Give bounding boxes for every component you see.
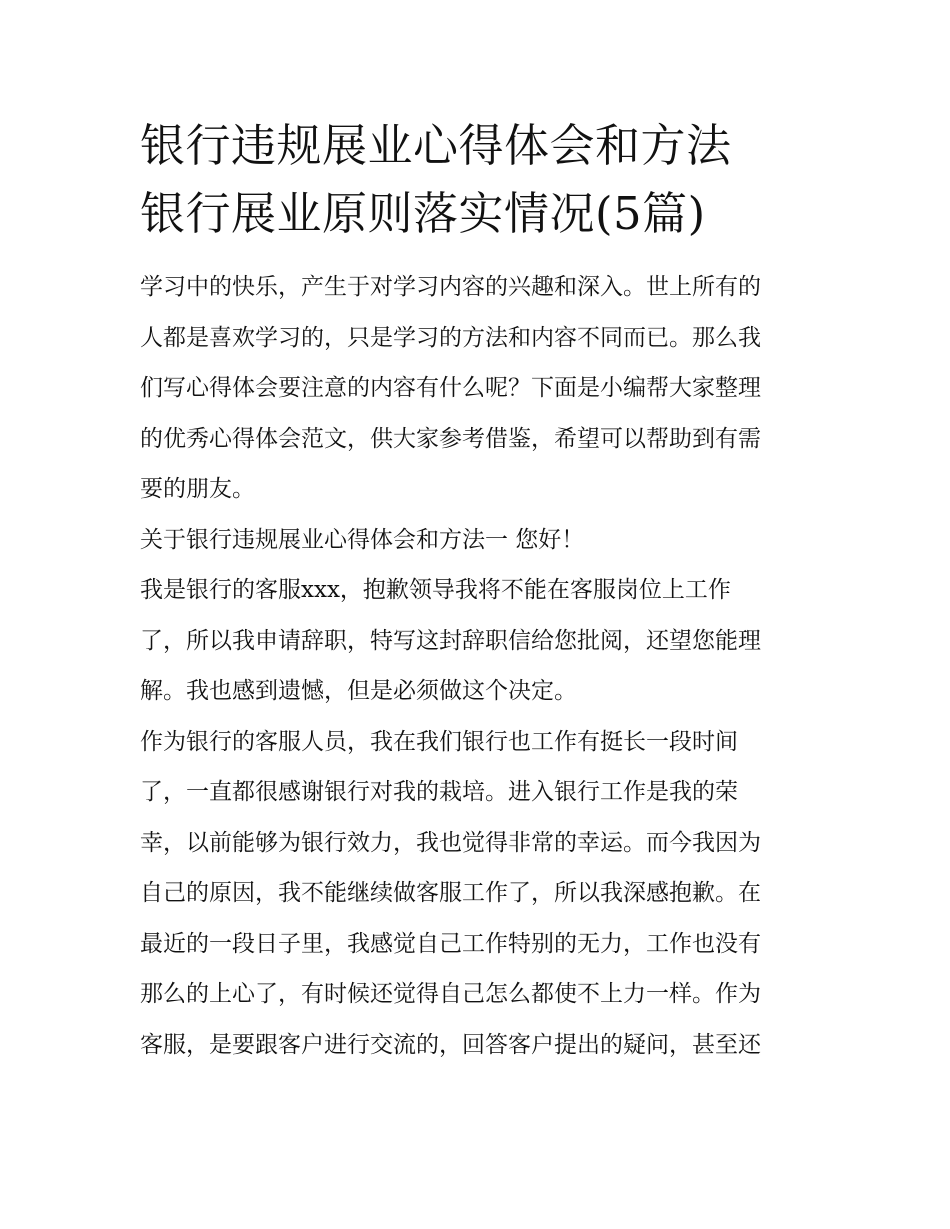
body-line: 的优秀心得体会范文，供大家参考借鉴，希望可以帮助到有需: [140, 425, 761, 452]
title-line: 银行违规展业心得体会和方法: [140, 119, 732, 172]
body-line: 客服，是要跟客户进行交流的，回答客户提出的疑问，甚至还: [140, 1031, 761, 1058]
body-line: 们写心得体会要注意的内容有什么呢？下面是小编帮大家整理: [140, 375, 761, 401]
body-line: 作为银行的客服人员，我在我们银行也工作有挺长一段时间: [140, 728, 738, 755]
title-line: 银行展业原则落实情况(5篇): [140, 187, 706, 240]
body-line: 了，所以我申请辞职，特写这封辞职信给您批阅，还望您能理: [140, 627, 761, 654]
body-line: 关于银行违规展业心得体会和方法一 您好！: [140, 526, 585, 553]
document-content: [140, 112, 812, 1070]
body-line: 人都是喜欢学习的，只是学习的方法和内容不同而已。那么我: [140, 324, 761, 351]
body-line: 我是银行的客服xxx，抱歉领导我将不能在客服岗位上工作: [140, 577, 731, 603]
document-title: [140, 112, 812, 248]
body-line: 学习中的快乐，产生于对学习内容的兴趣和深入。世上所有的: [140, 274, 761, 300]
body-line: 那么的上心了，有时候还觉得自己怎么都使不上力一样。作为: [140, 981, 761, 1007]
document-body: [140, 262, 812, 1070]
body-line: 了，一直都很感谢银行对我的栽培。进入银行工作是我的荣: [140, 779, 738, 805]
body-line: 要的朋友。: [140, 476, 255, 502]
body-line: 自己的原因，我不能继续做客服工作了，所以我深感抱歉。在: [140, 880, 761, 906]
body-line: 解。我也感到遗憾，但是必须做这个决定。: [140, 678, 577, 704]
body-line: 幸，以前能够为银行效力，我也觉得非常的幸运。而今我因为: [140, 829, 761, 856]
body-line: 最近的一段日子里，我感觉自己工作特别的无力，工作也没有: [140, 930, 761, 957]
